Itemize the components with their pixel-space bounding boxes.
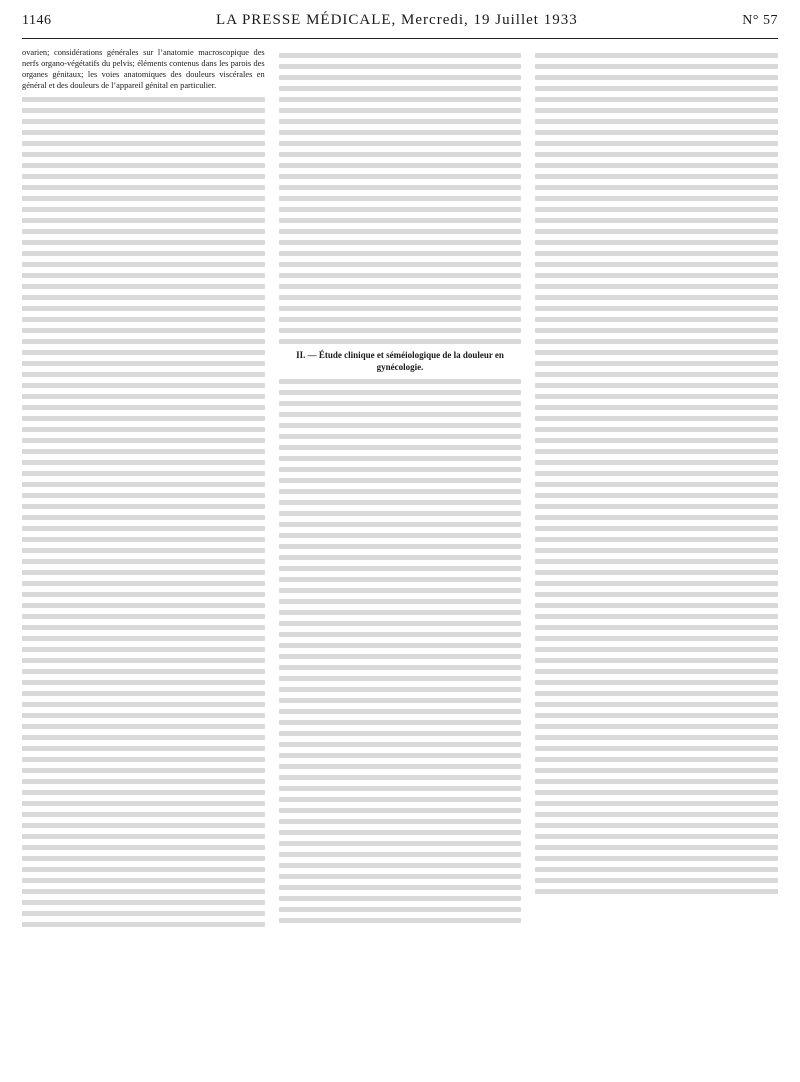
column-1 — [22, 47, 265, 1067]
illegible-text-placeholder — [22, 97, 265, 927]
paragraph: ovarien; considérations générales sur l’anatomie macroscopique des nerfs organo-végétatifs du pelvis; éléments contenus dans les parois des organes génitaux; les voies anatomiques des douleurs viscérales en général et des douleurs de l’appareil génital en particulier. — [22, 48, 265, 90]
illegible-text-placeholder — [279, 53, 522, 344]
page-number: 1146 — [22, 13, 52, 28]
journal-title-date: LA PRESSE MÉDICALE, Mercredi, 19 Juillet 1933 — [216, 12, 578, 28]
column-2 — [279, 47, 522, 1067]
illegible-text-placeholder — [279, 379, 522, 923]
section-heading: II. — Étude clinique et séméiologique de la douleur en gynécologie. — [296, 350, 504, 372]
text-columns — [22, 47, 778, 1067]
illegible-text-placeholder — [535, 53, 778, 894]
issue-number: N° 57 — [742, 13, 778, 28]
column-3 — [535, 47, 778, 1067]
page-header — [22, 12, 778, 39]
